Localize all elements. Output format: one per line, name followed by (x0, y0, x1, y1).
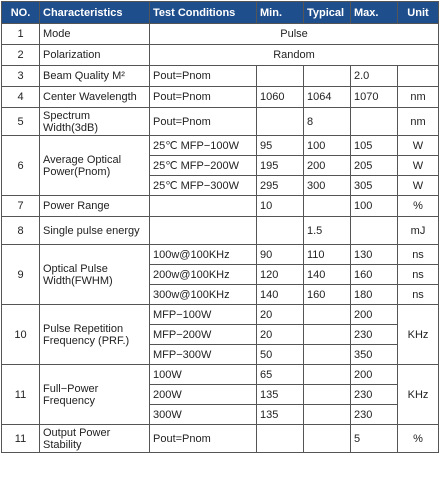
test-condition: Pout=Pnom (150, 87, 257, 108)
test-condition: MFP−300W (150, 345, 257, 365)
max-value: 230 (351, 325, 398, 345)
characteristic-name: Spectrum Width(3dB) (40, 108, 150, 136)
table-row (2, 365, 439, 385)
unit-value: W (398, 136, 439, 156)
header-conditions: Test Conditions (150, 2, 257, 24)
min-value (257, 425, 304, 453)
max-value: 160 (351, 265, 398, 285)
typical-value: 110 (304, 245, 351, 265)
min-value: 65 (257, 365, 304, 385)
unit-value: KHz (398, 365, 439, 425)
max-value: 5 (351, 425, 398, 453)
test-condition: MFP−200W (150, 325, 257, 345)
unit-value: KHz (398, 305, 439, 365)
min-value (257, 108, 304, 136)
typical-value (304, 305, 351, 325)
unit-value: % (398, 196, 439, 217)
typical-value (304, 345, 351, 365)
characteristic-name: Optical Pulse Width(FWHM) (40, 245, 150, 305)
row-number: 3 (2, 66, 40, 87)
typical-value (304, 365, 351, 385)
min-value: 135 (257, 385, 304, 405)
test-condition: 25℃ MFP−300W (150, 176, 257, 196)
table-row (2, 87, 439, 108)
min-value: 90 (257, 245, 304, 265)
test-condition (150, 217, 257, 245)
characteristic-name: Beam Quality M² (40, 66, 150, 87)
max-value (351, 108, 398, 136)
characteristic-name: Polarization (40, 45, 150, 66)
spanning-value: Random (150, 45, 439, 66)
typical-value: 200 (304, 156, 351, 176)
max-value: 230 (351, 405, 398, 425)
row-number: 11 (2, 365, 40, 425)
max-value: 230 (351, 385, 398, 405)
min-value: 195 (257, 156, 304, 176)
test-condition: 200w@100KHz (150, 265, 257, 285)
typical-value (304, 196, 351, 217)
typical-value: 1.5 (304, 217, 351, 245)
characteristic-name: Pulse Repetition Frequency (PRF.) (40, 305, 150, 365)
typical-value (304, 425, 351, 453)
min-value: 1060 (257, 87, 304, 108)
table-row (2, 425, 439, 453)
min-value: 135 (257, 405, 304, 425)
characteristic-name: Single pulse energy (40, 217, 150, 245)
table-row (2, 245, 439, 265)
max-value: 200 (351, 305, 398, 325)
typical-value (304, 325, 351, 345)
max-value: 350 (351, 345, 398, 365)
spanning-value: Pulse (150, 24, 439, 45)
typical-value (304, 385, 351, 405)
min-value: 295 (257, 176, 304, 196)
test-condition: Pout=Pnom (150, 425, 257, 453)
typical-value (304, 66, 351, 87)
header-characteristics: Characteristics (40, 2, 150, 24)
table-row (2, 66, 439, 87)
max-value: 205 (351, 156, 398, 176)
min-value: 120 (257, 265, 304, 285)
characteristic-name: Output Power Stability (40, 425, 150, 453)
table-row (2, 305, 439, 325)
min-value: 10 (257, 196, 304, 217)
characteristic-name: Power Range (40, 196, 150, 217)
table-row (2, 196, 439, 217)
unit-value (398, 66, 439, 87)
max-value: 305 (351, 176, 398, 196)
test-condition (150, 196, 257, 217)
max-value: 180 (351, 285, 398, 305)
table-row (2, 217, 439, 245)
typical-value: 140 (304, 265, 351, 285)
unit-value: % (398, 425, 439, 453)
test-condition: 300W (150, 405, 257, 425)
characteristic-name: Center Wavelength (40, 87, 150, 108)
unit-value: mJ (398, 217, 439, 245)
unit-value: nm (398, 87, 439, 108)
test-condition: 300w@100KHz (150, 285, 257, 305)
header-min: Min. (257, 2, 304, 24)
test-condition: Pout=Pnom (150, 66, 257, 87)
min-value (257, 217, 304, 245)
min-value (257, 66, 304, 87)
header-typical: Typical (304, 2, 351, 24)
row-number: 1 (2, 24, 40, 45)
min-value: 50 (257, 345, 304, 365)
header-max: Max. (351, 2, 398, 24)
typical-value: 1064 (304, 87, 351, 108)
typical-value: 8 (304, 108, 351, 136)
table-row (2, 24, 439, 45)
characteristic-name: Full−Power Frequency (40, 365, 150, 425)
characteristic-name: Mode (40, 24, 150, 45)
test-condition: 100w@100KHz (150, 245, 257, 265)
unit-value: ns (398, 245, 439, 265)
test-condition: MFP−100W (150, 305, 257, 325)
row-number: 8 (2, 217, 40, 245)
row-number: 6 (2, 136, 40, 196)
unit-value: ns (398, 265, 439, 285)
row-number: 9 (2, 245, 40, 305)
test-condition: 200W (150, 385, 257, 405)
spec-table (1, 1, 439, 453)
table-row (2, 45, 439, 66)
min-value: 95 (257, 136, 304, 156)
max-value: 100 (351, 196, 398, 217)
typical-value (304, 405, 351, 425)
test-condition: 25℃ MFP−100W (150, 136, 257, 156)
row-number: 4 (2, 87, 40, 108)
row-number: 2 (2, 45, 40, 66)
header-row (2, 2, 439, 24)
max-value (351, 217, 398, 245)
unit-value: W (398, 156, 439, 176)
header-no: NO. (2, 2, 40, 24)
row-number: 7 (2, 196, 40, 217)
row-number: 10 (2, 305, 40, 365)
max-value: 2.0 (351, 66, 398, 87)
characteristic-name: Average Optical Power(Pnom) (40, 136, 150, 196)
test-condition: 100W (150, 365, 257, 385)
unit-value: nm (398, 108, 439, 136)
unit-value: W (398, 176, 439, 196)
unit-value: ns (398, 285, 439, 305)
row-number: 5 (2, 108, 40, 136)
min-value: 140 (257, 285, 304, 305)
min-value: 20 (257, 325, 304, 345)
table-row (2, 136, 439, 156)
table-row (2, 108, 439, 136)
typical-value: 300 (304, 176, 351, 196)
header-unit: Unit (398, 2, 439, 24)
max-value: 200 (351, 365, 398, 385)
row-number: 11 (2, 425, 40, 453)
max-value: 130 (351, 245, 398, 265)
max-value: 105 (351, 136, 398, 156)
min-value: 20 (257, 305, 304, 325)
test-condition: 25℃ MFP−200W (150, 156, 257, 176)
typical-value: 160 (304, 285, 351, 305)
max-value: 1070 (351, 87, 398, 108)
typical-value: 100 (304, 136, 351, 156)
test-condition: Pout=Pnom (150, 108, 257, 136)
